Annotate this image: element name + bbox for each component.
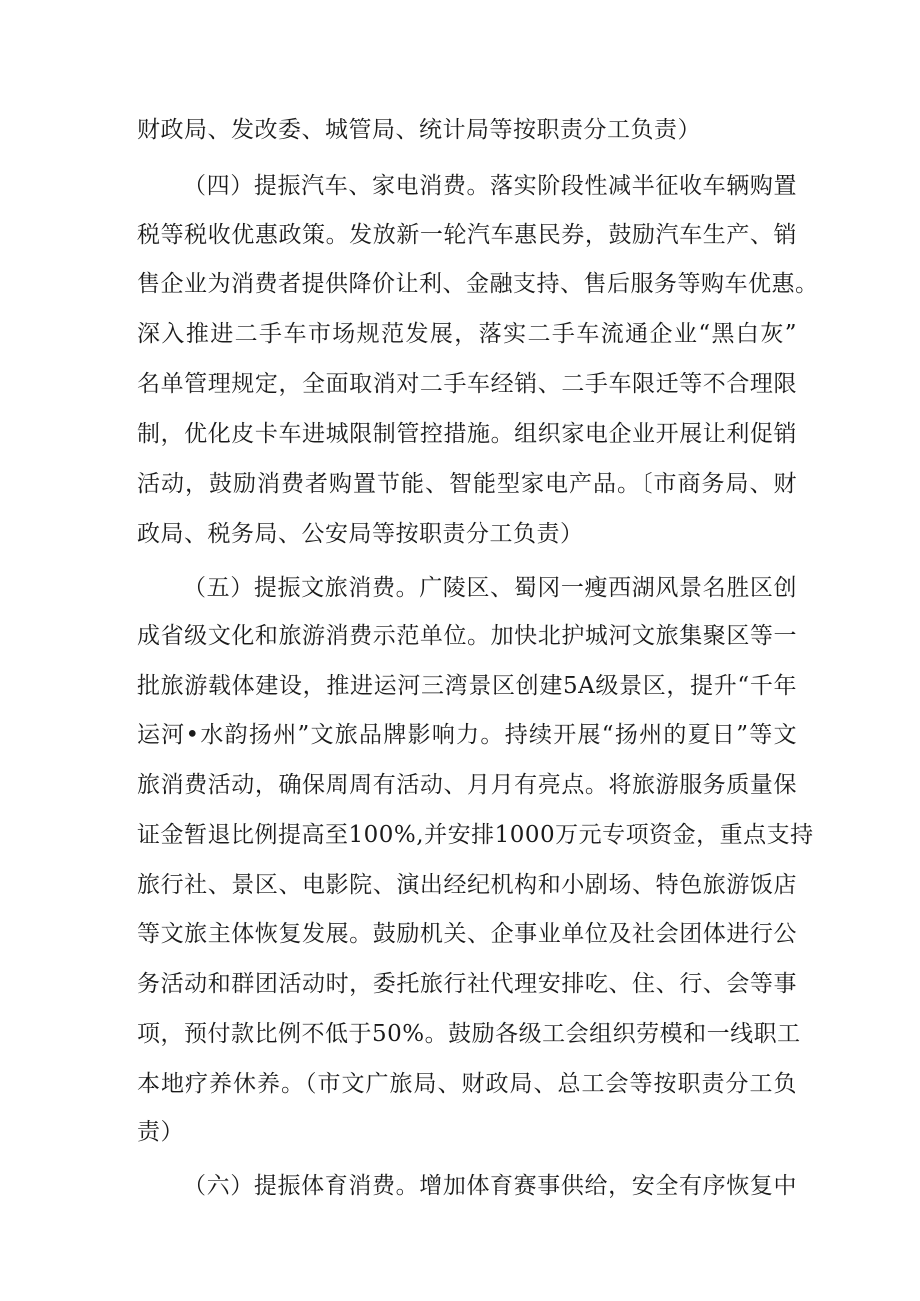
text-line: 项，预付款比例不低于50%。鼓励各级工会组织劳模和一线职工 <box>137 1021 801 1047</box>
section-heading-line: （四）提振汽车、家电消费。落实阶段性减半征收车辆购置 <box>183 173 797 199</box>
text-line: 税等税收优惠政策。发放新一轮汽车惠民券，鼓励汽车生产、销 <box>137 222 797 248</box>
text-line: 批旅游载体建设，推进运河三湾景区创建5A级景区，提升“千年 <box>137 673 797 699</box>
text-line: 财政局、发改委、城管局、统计局等按职责分工负责） <box>137 117 701 143</box>
text-line: 深入推进二手车市场规范发展，落实二手车流通企业“黑白灰” <box>137 321 797 347</box>
text-line: 证金暂退比例提高至100%,并安排1000万元专项资金，重点支持 <box>137 822 814 848</box>
text-line: 运河•水韵扬州”文旅品牌影响力。持续开展“扬州的夏日”等文 <box>137 722 797 748</box>
text-line: 务活动和群团活动时，委托旅行社代理安排吃、住、行、会等事 <box>137 971 797 997</box>
section-heading-line: （六）提振体育消费。增加体育赛事供给，安全有序恢复中 <box>183 1173 797 1199</box>
text-line: 制，优化皮卡车进城限制管控措施。组织家电企业开展让利促销 <box>137 421 797 447</box>
text-line: 售企业为消费者提供降价让利、金融支持、售后服务等购车优惠。 <box>137 271 819 297</box>
text-line: 名单管理规定，全面取消对二手车经销、二手车限迁等不合理限 <box>137 371 797 397</box>
text-line: 等文旅主体恢复发展。鼓励机关、企事业单位及社会团体进行公 <box>137 921 797 947</box>
text-line: 旅消费活动，确保周周有活动、月月有亮点。将旅游服务质量保 <box>137 772 797 798</box>
section-heading-line: （五）提振文旅消费。广陵区、蜀冈一瘦西湖风景名胜区创 <box>183 575 797 601</box>
text-line: 责） <box>137 1119 184 1145</box>
text-line: 本地疗养休养。（市文广旅局、财政局、总工会等按职责分工负 <box>137 1071 797 1097</box>
text-line: 活动，鼓励消费者购置节能、智能型家电产品。〔市商务局、财 <box>137 471 797 497</box>
text-line: 成省级文化和旅游消费示范单位。加快北护城河文旅集聚区等一 <box>137 623 797 649</box>
text-line: 政局、税务局、公安局等按职责分工负责） <box>137 521 584 547</box>
text-line: 旅行社、景区、电影院、演出经纪机构和小剧场、特色旅游饭店 <box>137 872 797 898</box>
